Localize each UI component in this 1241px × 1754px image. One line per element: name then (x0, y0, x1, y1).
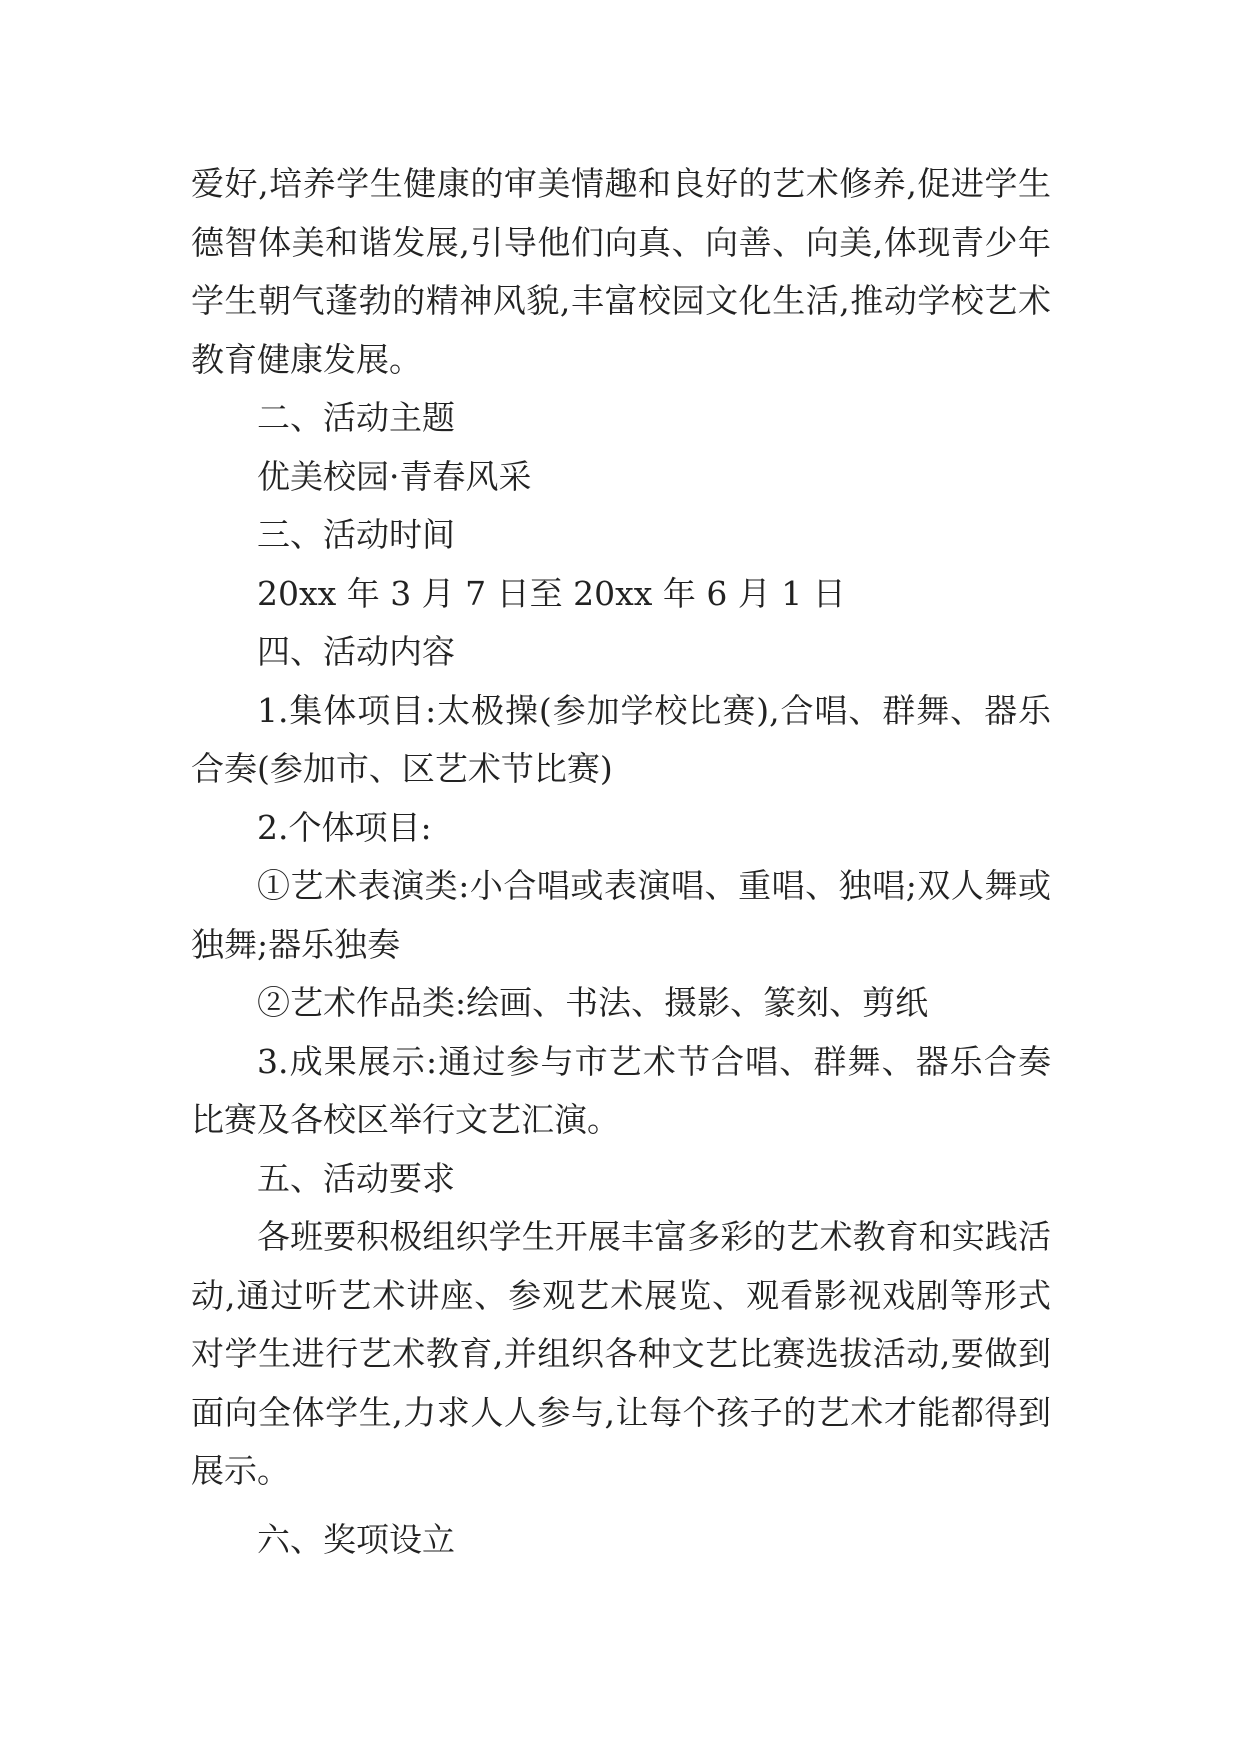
content-subitem-works: ②艺术作品类:绘画、书法、摄影、篆刻、剪纸 (257, 983, 929, 1022)
section-heading-theme: 二、活动主题 (257, 398, 455, 437)
section-heading-requirements: 五、活动要求 (257, 1158, 455, 1198)
time-text: 20xx 年 3 月 7 日至 20xx 年 6 月 1 日 (257, 573, 846, 613)
content-item-individual: 2.个体项目: (257, 807, 432, 847)
section-heading-content: 四、活动内容 (257, 632, 455, 671)
theme-text: 优美校园·青春风采 (257, 456, 532, 496)
requirements-text: 各班要积极组织学生开展丰富多彩的艺术教育和实践活动,通过听艺术讲座、参观艺术展览、观看影视戏剧等形式对学生进行艺术教育,并组织各种文艺比赛选拔活动,要做到面向全体学生,力求人人参与,让每个孩子的艺术才能都得到展示。 (191, 1217, 1051, 1490)
section-heading-awards: 六、奖项设立 (257, 1519, 455, 1559)
content-item-showcase: 3.成果展示:通过参与市艺术节合唱、群舞、器乐合奏比赛及各校区举行文艺汇演。 (191, 1041, 1051, 1139)
paragraph-gap (191, 1501, 1051, 1511)
document-page (191, 155, 1051, 1569)
intro-paragraph: 爱好,培养学生健康的审美情趣和良好的艺术修养,促进学生德智体美和谐发展,引导他们向真、向善、向美,体现青少年学生朝气蓬勃的精神风貌,丰富校园文化生活,推动学校艺术教育健康发展。 (191, 164, 1051, 379)
content-item-collective: 1.集体项目:太极操(参加学校比赛),合唱、群舞、器乐合奏(参加市、区艺术节比赛) (191, 690, 1051, 788)
section-heading-time: 三、活动时间 (257, 515, 455, 554)
content-subitem-performance: ①艺术表演类:小合唱或表演唱、重唱、独唱;双人舞或独舞;器乐独奏 (191, 866, 1051, 964)
